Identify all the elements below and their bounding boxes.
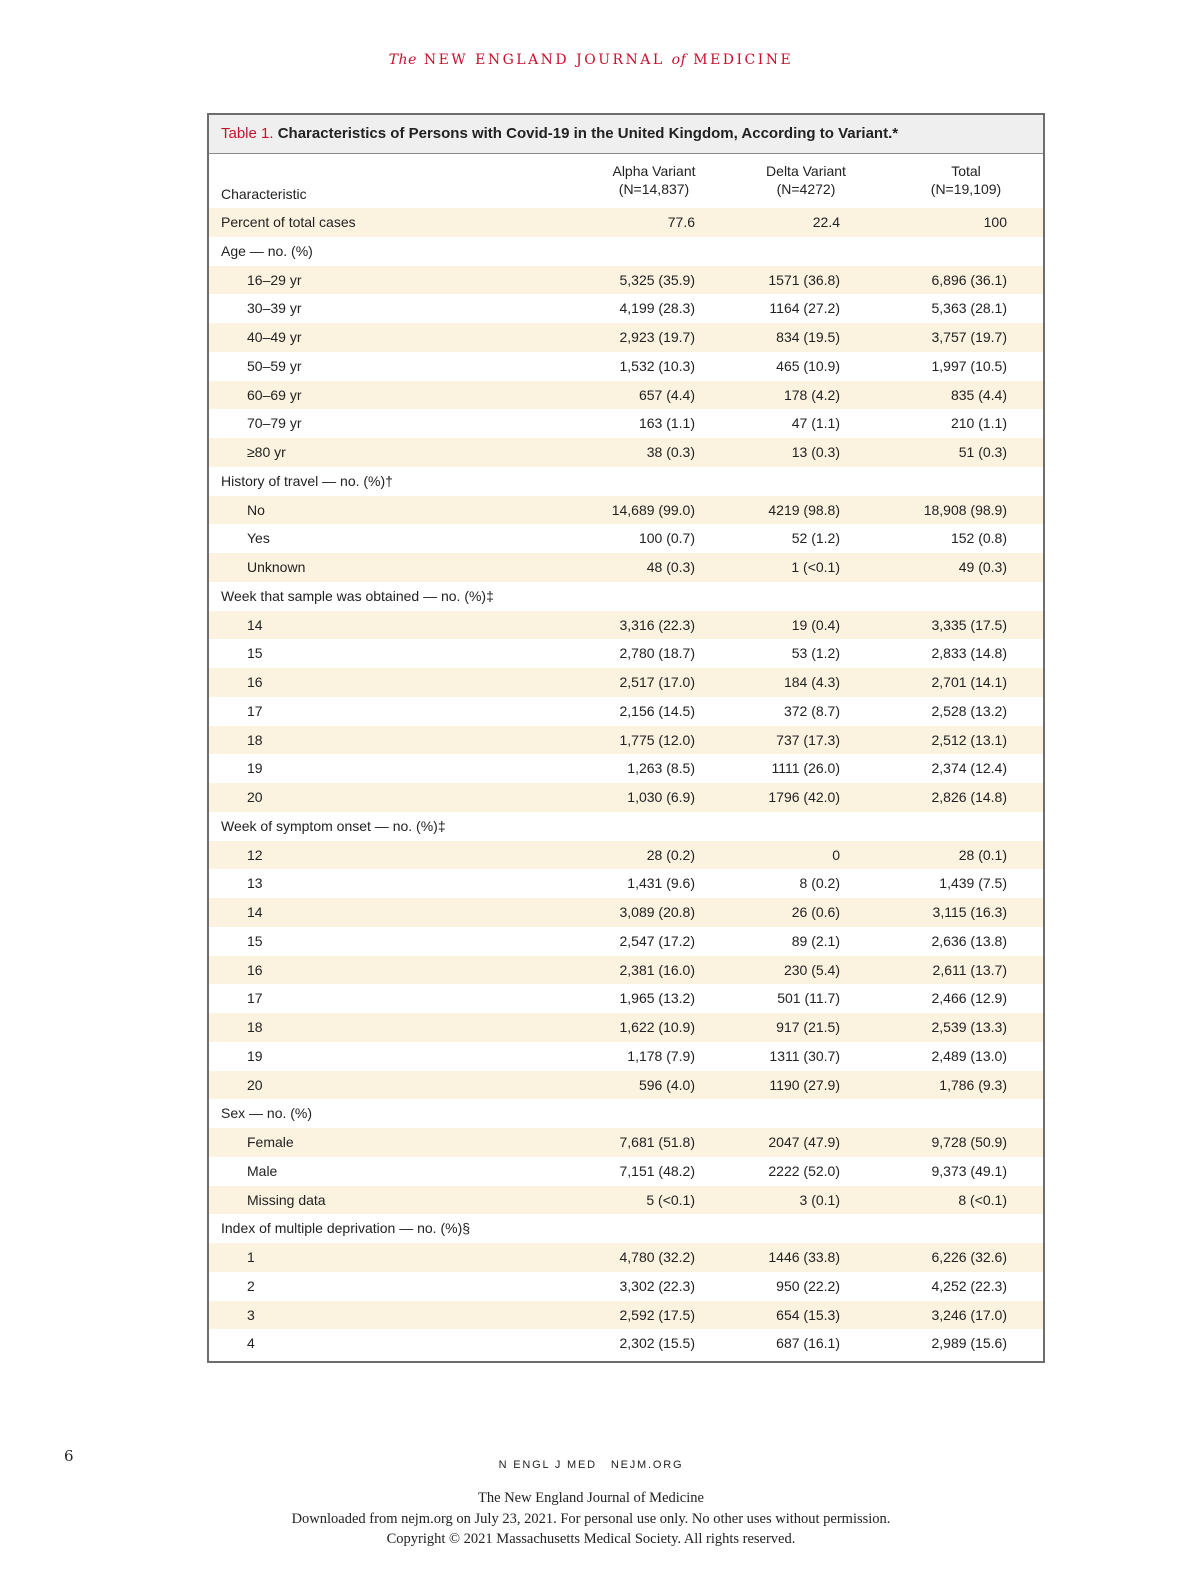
total-value: 3,246 (17.0) <box>931 1306 1007 1323</box>
row-label: Sex — no. (%) <box>221 1105 313 1122</box>
row-label: 1 <box>247 1249 255 1265</box>
delta-value: 1796 (42.0) <box>768 789 840 805</box>
row-label: Week that sample was obtained — no. (%)‡ <box>221 587 494 604</box>
row-label: Index of multiple deprivation — no. (%)§ <box>221 1220 471 1237</box>
table-row <box>209 668 1043 697</box>
delta-value: 230 (5.4) <box>783 961 840 978</box>
row-label: 16 <box>247 961 263 978</box>
row-label: 18 <box>247 1019 263 1035</box>
alpha-value: 657 (4.4) <box>638 386 695 403</box>
total-value: 2,528 (13.2) <box>931 702 1007 719</box>
table-row <box>209 1186 1043 1215</box>
total-value: 2,611 (13.7) <box>932 961 1007 978</box>
running-footer-journal: N ENGL J MED <box>498 1459 597 1471</box>
table-title <box>209 115 1043 154</box>
row-label: Age — no. (%) <box>221 242 313 259</box>
row-label: 18 <box>247 731 263 748</box>
total-value: 9,373 (49.1) <box>931 1162 1007 1179</box>
column-header-alpha-name: Alpha Variant <box>612 163 696 179</box>
table-row <box>209 639 1043 668</box>
delta-value: 1446 (33.8) <box>768 1249 840 1265</box>
total-value: 4,252 (22.3) <box>931 1277 1007 1294</box>
alpha-value: 7,681 (51.8) <box>619 1134 695 1150</box>
table-row <box>209 524 1043 553</box>
alpha-value: 2,381 (16.0) <box>619 961 695 978</box>
row-label: 14 <box>247 616 263 633</box>
row-label: 15 <box>247 645 263 662</box>
alpha-value: 1,622 (10.9) <box>619 1019 695 1035</box>
row-label: 50–59 yr <box>247 357 302 374</box>
table-row <box>209 984 1043 1013</box>
total-value: 28 (0.1) <box>958 846 1007 863</box>
delta-value: 52 (1.2) <box>791 530 840 547</box>
table-row <box>209 1214 1043 1243</box>
table-row <box>209 553 1043 582</box>
table-row <box>209 237 1043 266</box>
download-notice-journal: The New England Journal of Medicine <box>478 1490 704 1506</box>
alpha-value: 1,965 (13.2) <box>619 990 695 1007</box>
total-value: 2,826 (14.8) <box>931 789 1007 805</box>
alpha-value: 1,775 (12.0) <box>619 731 695 748</box>
download-notice <box>0 1488 1182 1550</box>
alpha-value: 2,780 (18.7) <box>619 645 695 662</box>
alpha-value: 2,156 (14.5) <box>619 702 695 719</box>
table-row <box>209 1329 1043 1358</box>
delta-value: 687 (16.1) <box>776 1335 840 1352</box>
total-value: 2,636 (13.8) <box>931 932 1007 949</box>
total-value: 8 (<0.1) <box>958 1191 1007 1208</box>
delta-value: 654 (15.3) <box>776 1306 840 1323</box>
table-row <box>209 726 1043 755</box>
alpha-value: 163 (1.1) <box>638 415 695 432</box>
delta-value: 13 (0.3) <box>791 444 840 460</box>
total-value: 3,757 (19.7) <box>931 329 1007 345</box>
table-row <box>209 1301 1043 1330</box>
column-header-total-n: (N=19,109) <box>930 181 1002 197</box>
total-value: 152 (0.8) <box>950 530 1007 547</box>
download-notice-terms: Downloaded from nejm.org on July 23, 2021. For personal use only. No other uses without permission. <box>291 1510 891 1527</box>
total-value: 1,786 (9.3) <box>939 1076 1007 1093</box>
page-number: 6 <box>64 1447 74 1465</box>
alpha-value: 1,178 (7.9) <box>627 1047 695 1064</box>
table-row <box>209 1071 1043 1100</box>
total-value: 6,896 (36.1) <box>931 271 1007 288</box>
table-row <box>209 409 1043 438</box>
alpha-value: 1,263 (8.5) <box>627 760 695 777</box>
total-value: 2,374 (12.4) <box>931 760 1007 777</box>
table-row <box>209 869 1043 898</box>
delta-value: 1 (<0.1) <box>791 559 840 575</box>
alpha-value: 1,431 (9.6) <box>627 875 695 892</box>
total-value: 1,997 (10.5) <box>931 357 1007 374</box>
delta-value: 22.4 <box>812 214 840 230</box>
alpha-value: 5 (<0.1) <box>646 1191 695 1208</box>
alpha-value: 5,325 (35.9) <box>619 271 695 288</box>
total-value: 3,115 (16.3) <box>932 904 1007 920</box>
delta-value: 1190 (27.9) <box>769 1076 840 1093</box>
table-row <box>209 783 1043 812</box>
journal-header <box>0 52 1182 68</box>
delta-value: 950 (22.2) <box>776 1277 840 1294</box>
row-label: No <box>247 501 265 518</box>
row-label: Week of symptom onset — no. (%)‡ <box>221 817 446 834</box>
journal-header-the: The <box>388 52 417 68</box>
alpha-value: 1,030 (6.9) <box>627 789 695 805</box>
delta-value: 89 (2.1) <box>791 932 840 949</box>
delta-value: 184 (4.3) <box>783 674 840 690</box>
column-header-delta <box>721 162 891 198</box>
row-label: 19 <box>247 1047 263 1064</box>
row-label: Female <box>247 1134 294 1150</box>
table-row <box>209 467 1043 496</box>
journal-header-name: NEW ENGLAND JOURNAL <box>423 52 665 68</box>
table-row <box>209 352 1043 381</box>
total-value: 2,989 (15.6) <box>931 1335 1007 1352</box>
table-row <box>209 381 1043 410</box>
row-label: Percent of total cases <box>221 214 356 230</box>
column-header-alpha <box>569 162 739 198</box>
alpha-value: 2,302 (15.5) <box>619 1335 695 1352</box>
row-label: 16–29 yr <box>247 271 302 288</box>
table-row <box>209 208 1043 237</box>
delta-value: 372 (8.7) <box>783 702 840 719</box>
alpha-value: 2,547 (17.2) <box>619 932 695 949</box>
table-row <box>209 1128 1043 1157</box>
delta-value: 4219 (98.8) <box>768 501 840 518</box>
table-row <box>209 841 1043 870</box>
alpha-value: 100 (0.7) <box>638 530 695 547</box>
total-value: 100 <box>983 214 1007 230</box>
alpha-value: 1,532 (10.3) <box>619 357 695 374</box>
row-label: 20 <box>247 1076 263 1093</box>
alpha-value: 7,151 (48.2) <box>619 1162 695 1179</box>
row-label: 16 <box>247 674 263 690</box>
row-label: 19 <box>247 760 263 777</box>
delta-value: 178 (4.2) <box>783 386 840 403</box>
table-row <box>209 898 1043 927</box>
alpha-value: 4,199 (28.3) <box>619 300 695 317</box>
row-label: 14 <box>247 904 263 920</box>
table-row <box>209 927 1043 956</box>
journal-header-medicine: MEDICINE <box>693 52 794 68</box>
delta-value: 3 (0.1) <box>799 1191 840 1208</box>
journal-header-of: of <box>671 52 687 68</box>
delta-value: 0 <box>832 846 840 863</box>
delta-value: 834 (19.5) <box>776 329 840 345</box>
table-row <box>209 582 1043 611</box>
table-row <box>209 697 1043 726</box>
table-row <box>209 812 1043 841</box>
column-header-total-name: Total <box>951 163 981 179</box>
alpha-value: 2,923 (19.7) <box>619 329 695 345</box>
total-value: 2,539 (13.3) <box>931 1019 1007 1035</box>
row-label: 70–79 yr <box>247 415 302 432</box>
table-row <box>209 438 1043 467</box>
alpha-value: 77.6 <box>667 214 695 230</box>
delta-value: 1164 (27.2) <box>769 300 840 317</box>
row-label: ≥80 yr <box>247 444 286 460</box>
total-value: 49 (0.3) <box>958 559 1007 575</box>
delta-value: 1571 (36.8) <box>768 271 840 288</box>
running-footer <box>0 1459 1182 1471</box>
table-row <box>209 1157 1043 1186</box>
column-header-total <box>881 162 1051 198</box>
table-row <box>209 266 1043 295</box>
table-row <box>209 1243 1043 1272</box>
total-value: 5,363 (28.1) <box>931 300 1007 317</box>
row-label: Missing data <box>247 1191 326 1208</box>
total-value: 2,489 (13.0) <box>931 1047 1007 1064</box>
table-row <box>209 1272 1043 1301</box>
total-value: 18,908 (98.9) <box>923 501 1007 518</box>
row-label: 17 <box>247 702 263 719</box>
total-value: 2,466 (12.9) <box>931 990 1007 1007</box>
table-row <box>209 1013 1043 1042</box>
row-label: History of travel — no. (%)† <box>221 472 393 489</box>
delta-value: 1311 (30.7) <box>769 1047 840 1064</box>
column-header-delta-n: (N=4272) <box>776 181 836 197</box>
table-row <box>209 1099 1043 1128</box>
total-value: 2,701 (14.1) <box>931 674 1007 690</box>
row-label: 17 <box>247 990 263 1007</box>
alpha-value: 28 (0.2) <box>646 846 695 863</box>
row-label: Yes <box>247 530 270 547</box>
row-label: 60–69 yr <box>247 386 302 403</box>
total-value: 2,512 (13.1) <box>931 731 1007 748</box>
row-label: 15 <box>247 932 263 949</box>
delta-value: 2047 (47.9) <box>768 1134 840 1150</box>
row-label: 12 <box>247 846 263 863</box>
table-body <box>209 208 1043 1358</box>
total-value: 835 (4.4) <box>950 386 1007 403</box>
alpha-value: 14,689 (99.0) <box>611 501 695 518</box>
row-label: 13 <box>247 875 263 892</box>
alpha-value: 2,592 (17.5) <box>619 1306 695 1323</box>
row-label: 30–39 yr <box>247 300 302 317</box>
delta-value: 465 (10.9) <box>776 357 840 374</box>
total-value: 1,439 (7.5) <box>939 875 1007 892</box>
table-row <box>209 611 1043 640</box>
alpha-value: 3,302 (22.3) <box>619 1277 695 1294</box>
total-value: 6,226 (32.6) <box>931 1249 1007 1265</box>
column-header-delta-name: Delta Variant <box>766 163 846 179</box>
alpha-value: 2,517 (17.0) <box>619 674 695 690</box>
column-header-alpha-n: (N=14,837) <box>618 181 690 197</box>
total-value: 9,728 (50.9) <box>931 1134 1007 1150</box>
column-header-characteristic: Characteristic <box>221 186 307 202</box>
alpha-value: 38 (0.3) <box>646 444 695 460</box>
row-label: 2 <box>247 1277 255 1294</box>
delta-value: 8 (0.2) <box>799 875 840 892</box>
delta-value: 2222 (52.0) <box>768 1162 840 1179</box>
delta-value: 737 (17.3) <box>776 731 840 748</box>
row-label: 40–49 yr <box>247 329 302 345</box>
delta-value: 19 (0.4) <box>791 616 840 633</box>
alpha-value: 48 (0.3) <box>646 559 695 575</box>
total-value: 3,335 (17.5) <box>931 616 1007 633</box>
table-frame <box>207 113 1045 1363</box>
alpha-value: 4,780 (32.2) <box>619 1249 695 1265</box>
row-label: 20 <box>247 789 263 805</box>
table-row <box>209 956 1043 985</box>
total-value: 51 (0.3) <box>958 444 1007 460</box>
alpha-value: 3,316 (22.3) <box>619 616 695 633</box>
delta-value: 917 (21.5) <box>776 1019 840 1035</box>
row-label: Unknown <box>247 559 306 575</box>
running-footer-site: NEJM.ORG <box>610 1459 684 1471</box>
total-value: 210 (1.1) <box>950 415 1007 432</box>
table-row <box>209 496 1043 525</box>
row-label: Male <box>247 1162 278 1179</box>
table-description: Characteristics of Persons with Covid-19 in the United Kingdom, According to Variant.* <box>277 125 899 142</box>
alpha-value: 596 (4.0) <box>638 1076 695 1093</box>
delta-value: 1111 (26.0) <box>771 760 840 777</box>
row-label: 4 <box>247 1335 255 1352</box>
download-notice-copyright: Copyright © 2021 Massachusetts Medical Society. All rights reserved. <box>386 1531 796 1547</box>
column-headers <box>209 154 1043 208</box>
delta-value: 47 (1.1) <box>791 415 840 432</box>
table-row <box>209 294 1043 323</box>
delta-value: 53 (1.2) <box>791 645 840 662</box>
table-row <box>209 323 1043 352</box>
delta-value: 501 (11.7) <box>777 990 840 1007</box>
delta-value: 26 (0.6) <box>791 904 840 920</box>
table-number: Table 1. <box>221 125 274 142</box>
alpha-value: 3,089 (20.8) <box>619 904 695 920</box>
table-row <box>209 754 1043 783</box>
row-label: 3 <box>247 1306 255 1323</box>
total-value: 2,833 (14.8) <box>931 645 1007 662</box>
table-row <box>209 1042 1043 1071</box>
